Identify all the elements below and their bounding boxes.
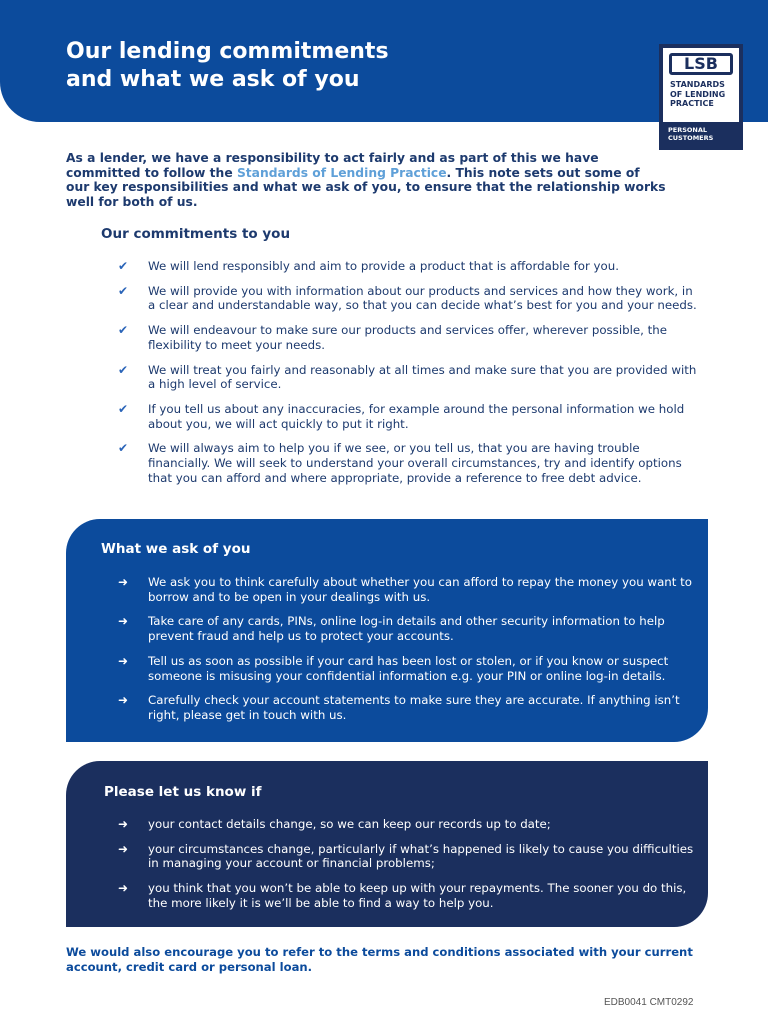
arrow-right-icon: ➜ [118, 653, 129, 668]
arrow-right-icon: ➜ [118, 693, 129, 708]
arrow-right-icon: ➜ [118, 575, 129, 589]
ask-item-text: Tell us as soon as possible if your card has been lost or stolen, or if you know or suspect someone is misusing your confidential information e.g. your PIN or online log-in details. [148, 653, 669, 683]
document-reference: EDB0041 CMT0292 [604, 997, 694, 1008]
ask-item-text: We ask you to think carefully about whether you can afford to repay the money you want to borrow and to be open in your dealings with us. [148, 575, 692, 604]
notify-item [118, 817, 698, 832]
checkmark-icon: ✔ [118, 259, 129, 273]
lsb-badge-line-1: STANDARDS [670, 80, 725, 89]
lsb-badge-line-2: OF LENDING [670, 89, 726, 99]
checkmark-icon: ✔ [118, 323, 129, 338]
commitments-heading: Our commitments to you [101, 226, 291, 242]
commitment-item [118, 323, 698, 352]
notify-list [118, 817, 698, 921]
ask-item [118, 654, 698, 683]
lsb-badge-panel [663, 48, 739, 122]
notify-item [118, 842, 698, 871]
ask-list [118, 575, 698, 733]
commitment-item [118, 363, 698, 392]
intro-paragraph [66, 151, 666, 209]
intro-text-end: . This note sets out some of our key responsibilities and what we ask of you, to ensure that the relationship works well for both of us. [66, 165, 666, 209]
commitments-list [118, 259, 698, 495]
commitment-item-text: We will endeavour to make sure our products and services offer, wherever possible, the flexibility to meet your needs. [148, 323, 667, 352]
arrow-right-icon: ➜ [118, 817, 129, 831]
ask-item [118, 614, 698, 643]
lsb-badge-sub-1: PERSONAL [668, 126, 708, 134]
arrow-right-icon: ➜ [118, 614, 129, 629]
lsb-badge-sub-2: CUSTOMERS [668, 134, 714, 142]
intro-text-start: As a lender, we have a responsibility to act fairly and as part of this we have committed to follow the [66, 151, 599, 180]
notify-item-text: your circumstances change, particularly if what’s happened is likely to cause you difficulties in managing your account or financial problems; [148, 841, 694, 871]
arrow-right-icon: ➜ [118, 881, 129, 896]
ask-item-text: Take care of any cards, PINs, online log-in details and other security information to help prevent fraud and help us to protect your accounts. [148, 614, 665, 644]
ask-item [118, 693, 698, 722]
commitment-item [118, 259, 698, 274]
lsb-badge [659, 44, 743, 150]
commitment-item-text: We will treat you fairly and reasonably at all times and make sure that you are provided with a high level of service. [148, 362, 697, 392]
footer-note: We would also encourage you to refer to the terms and conditions associated with your current account, credit card or personal loan. [66, 945, 693, 974]
commitment-item [118, 402, 698, 431]
commitment-item [118, 441, 698, 485]
ask-heading: What we ask of you [101, 541, 251, 557]
ask-item [118, 575, 698, 604]
notify-item [118, 881, 698, 910]
notify-heading: Please let us know if [104, 784, 262, 800]
commitment-item [118, 284, 698, 313]
checkmark-icon: ✔ [118, 362, 129, 377]
commitment-item-text: We will provide you with information about our products and services and how they work, in a clear and understandable way, so that you can decide what’s best for you and your needs. [148, 283, 697, 313]
commitment-item-text: We will always aim to help you if we see, or you tell us, that you are having trouble financially. We will seek to understand your overall circumstances, try and identify options that you can afford and where appropriate, provide a reference to free debt advice. [148, 441, 682, 485]
checkmark-icon: ✔ [118, 401, 129, 416]
lsb-badge-line-3: PRACTICE [670, 99, 714, 108]
page-title [66, 38, 389, 94]
lsb-badge-subtitle [668, 126, 738, 142]
arrow-right-icon: ➜ [118, 841, 129, 856]
notify-item-text: you think that you won’t be able to keep up with your repayments. The sooner you do this, the more likely it is we’ll be able to find a way to help you. [148, 881, 687, 910]
commitment-item-text: We will lend responsibly and aim to provide a product that is affordable for you. [148, 259, 619, 273]
checkmark-icon: ✔ [118, 283, 129, 298]
lsb-badge-text [670, 80, 740, 109]
lsb-logo: LSB [669, 53, 733, 75]
ask-item-text: Carefully check your account statements to make sure they are accurate. If anything isn’t right, please get in touch with us. [148, 693, 680, 722]
page-title-line-2: and what we ask of you [66, 67, 360, 92]
checkmark-icon: ✔ [118, 441, 129, 456]
commitment-item-text: If you tell us about any inaccuracies, for example around the personal information we hold about you, we will act quickly to put it right. [148, 401, 685, 431]
standards-link[interactable]: Standards of Lending Practice [236, 165, 447, 180]
notify-item-text: your contact details change, so we can keep our records up to date; [148, 817, 551, 831]
page-header [0, 0, 768, 122]
page-title-line-1: Our lending commitments [66, 39, 389, 64]
